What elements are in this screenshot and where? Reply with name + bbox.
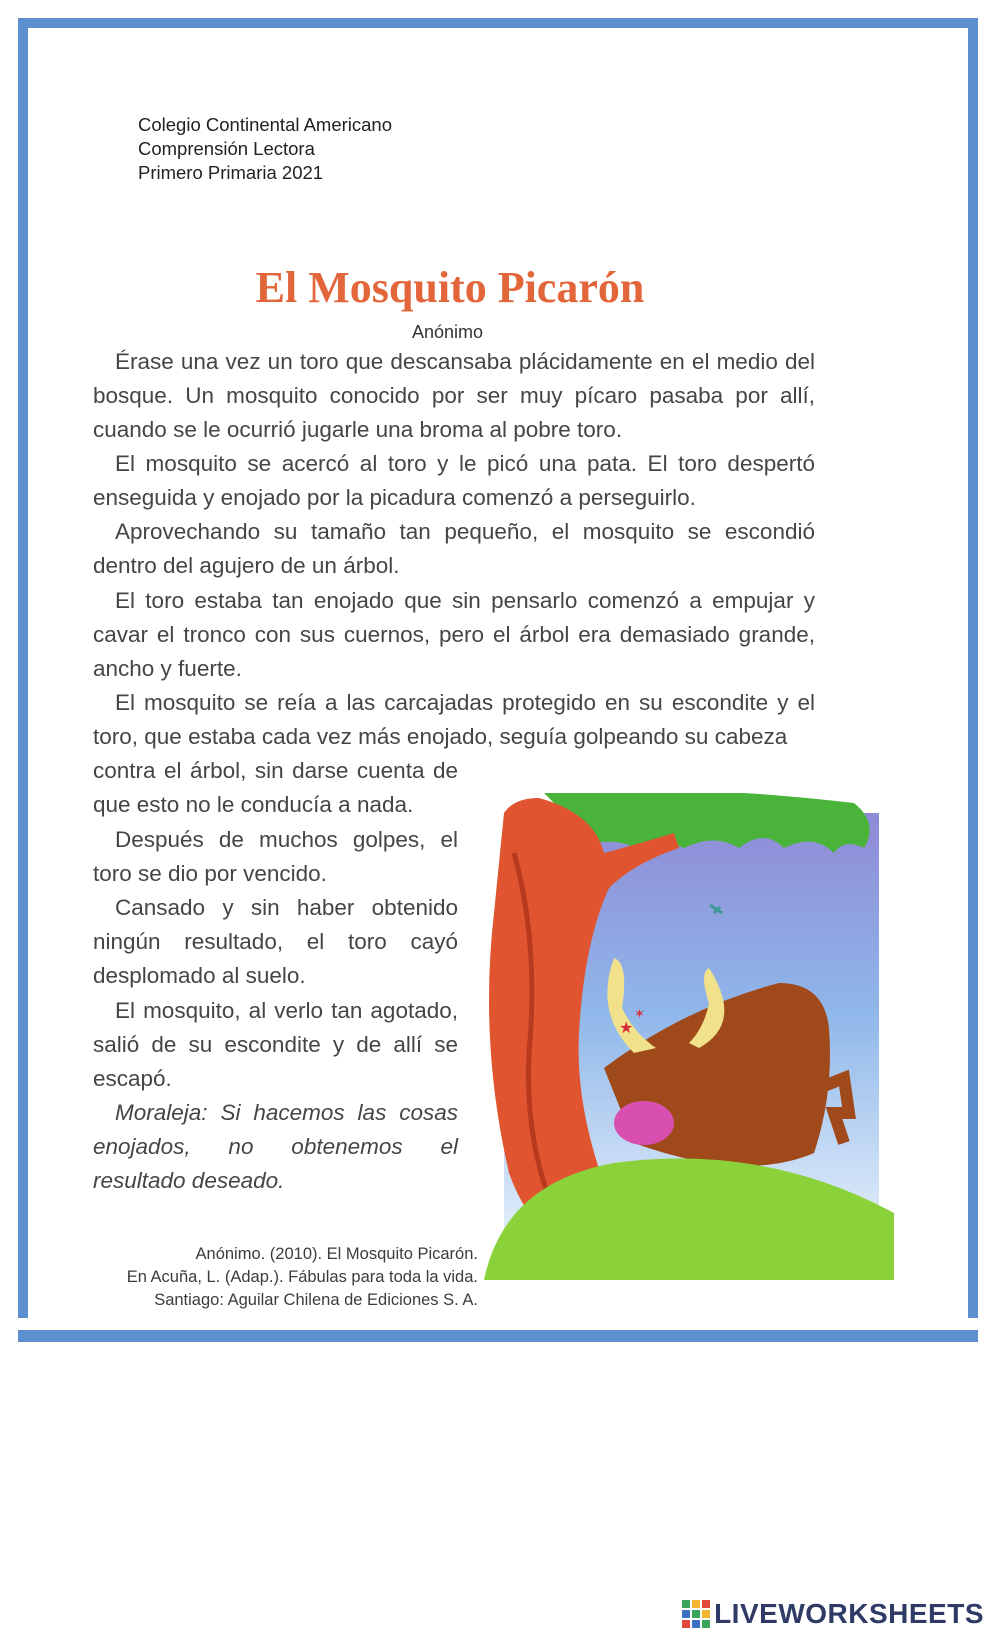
citation (127, 1243, 478, 1312)
citation-line: Anónimo. (2010). El Mosquito Picarón. (195, 1245, 478, 1263)
star-icon: ★ (619, 1018, 634, 1037)
brand-name: LIVEWORKSHEETS (714, 1598, 984, 1629)
story-paragraph: Después de muchos golpes, el toro se dio por vencido. (93, 827, 458, 886)
liveworksheets-logo (682, 1598, 984, 1630)
story-paragraph: Aprovechando su tamaño tan pequeño, el mosquito se escondió dentro del agujero de un árbol. (93, 519, 815, 578)
school-header (138, 113, 392, 185)
story-paragraph: El mosquito se acercó al toro y le picó una pata. El toro despertó enseguida y enojado por la picadura comenzó a perseguirlo. (93, 451, 815, 510)
story-paragraph: contra el árbol, sin darse cuenta de que esto no le conducía a nada. (93, 758, 458, 817)
story-paragraph: El mosquito se reía a las carcajadas protegido en su escondite y el toro, que estaba cada vez más enojado, seguía golpeando su cabeza (93, 690, 815, 749)
star-icon: ✶ (634, 1007, 645, 1022)
story-paragraph: El toro estaba tan enojado que sin pensarlo comenzó a empujar y cavar el tronco con sus cuernos, pero el árbol era demasiado grande, ancho y fuerte. (93, 588, 815, 681)
story-author: Anónimo (412, 322, 484, 342)
story-title: El Mosquito Picarón (255, 263, 645, 312)
page-frame-bottom (18, 1330, 978, 1342)
story-moral: Moraleja: Si hacemos las cosas enojados, no obtenemos el resultado deseado. (93, 1100, 458, 1193)
story-paragraph: Érase una vez un toro que descansaba plácidamente en el medio del bosque. Un mosquito conocido por ser muy pícaro pasaba por allí, cuando se le ocurrió jugarle una broma al pobre toro. (93, 349, 815, 442)
bull-snout (614, 1101, 674, 1145)
story-paragraph: Cansado y sin haber obtenido ningún resultado, el toro cayó desplomado al suelo. (93, 895, 458, 988)
citation-line: En Acuña, L. (Adap.). Fábulas para toda la vida. (126, 1268, 478, 1286)
subject-name: Comprensión Lectora (138, 138, 315, 159)
story-paragraph: El mosquito, al verlo tan agotado, salió de su escondite y de allí se escapó. (93, 998, 458, 1091)
citation-line: Santiago: Aguilar Chilena de Ediciones S. A. (154, 1291, 478, 1309)
school-name: Colegio Continental Americano (138, 114, 393, 135)
bull-tree-illustration (484, 793, 894, 1280)
liveworksheets-icon (682, 1600, 710, 1628)
grade-label: Primero Primaria 2021 (138, 162, 324, 183)
